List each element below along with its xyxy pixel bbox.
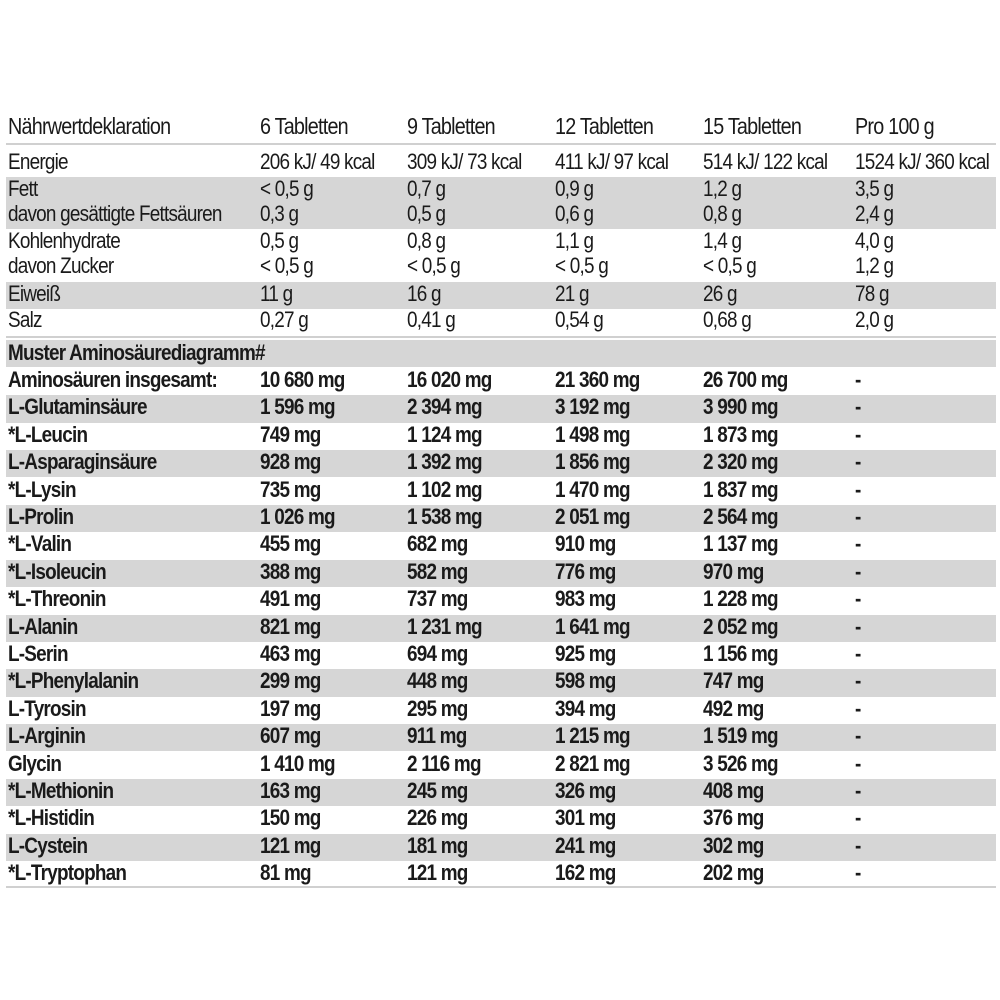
row-label: davon gesättigte Fettsäuren — [8, 201, 222, 226]
row-label: Salz — [8, 307, 42, 332]
row-value: 1 137 mg — [703, 531, 778, 557]
row-value: 0,7 g — [407, 176, 446, 201]
row-value: 0,9 g — [555, 176, 594, 201]
row-value: - — [855, 723, 861, 749]
row-label: *L-Valin — [8, 531, 72, 557]
row-value: 121 mg — [407, 860, 468, 886]
row-value: 983 mg — [555, 586, 616, 612]
row-label: L-Glutaminsäure — [8, 394, 147, 420]
row-value: 2,4 g — [855, 201, 894, 226]
row-label: L-Arginin — [8, 723, 86, 749]
row-value: 1 856 mg — [555, 449, 630, 475]
row-label: *L-Histidin — [8, 805, 95, 831]
row-value: 3 526 mg — [703, 750, 778, 776]
row-value: 1 641 mg — [555, 613, 630, 639]
row-label: L-Asparaginsäure — [8, 449, 157, 475]
row-value: 455 mg — [260, 531, 321, 557]
row-value: 821 mg — [260, 613, 321, 639]
row-value: 2 051 mg — [555, 504, 630, 529]
row-value: 2 394 mg — [407, 394, 482, 420]
row-value: 0,5 g — [407, 201, 446, 226]
row-divider — [6, 886, 996, 888]
row-value: 411 kJ/ 97 kcal — [555, 149, 669, 174]
row-value: 2 564 mg — [703, 504, 778, 529]
row-value: 1 156 mg — [703, 641, 778, 666]
row-value: - — [855, 449, 861, 475]
row-value: 682 mg — [407, 531, 468, 557]
row-value: - — [855, 750, 861, 776]
row-value: 911 mg — [407, 723, 467, 749]
row-label: Glycin — [8, 750, 62, 776]
row-value: - — [855, 367, 861, 392]
table-header — [6, 111, 996, 141]
row-label: *L-Lysin — [8, 476, 76, 502]
row-value: < 0,5 g — [260, 253, 313, 278]
row-value: 0,68 g — [703, 307, 751, 332]
row-value: 309 kJ/ 73 kcal — [407, 149, 522, 174]
row-value: - — [855, 695, 861, 721]
row-value: 388 mg — [260, 558, 321, 584]
row-value: 1 215 mg — [555, 723, 630, 749]
row-value: 0,8 g — [703, 201, 742, 226]
row-value: 376 mg — [703, 805, 764, 831]
row-value: 1 231 mg — [407, 613, 482, 639]
row-value: 749 mg — [260, 421, 321, 447]
amino-row — [6, 724, 996, 751]
nutrition-row — [6, 229, 996, 256]
row-value: 0,5 g — [260, 228, 299, 253]
amino-section-title — [6, 340, 996, 367]
header-cell: 12 Tabletten — [555, 113, 654, 139]
amino-row — [6, 806, 996, 833]
row-value: - — [855, 778, 861, 803]
amino-row — [6, 560, 996, 587]
row-value: 21 g — [555, 281, 589, 306]
row-value: 925 mg — [555, 641, 616, 666]
nutrition-row — [6, 254, 996, 281]
amino-row — [6, 450, 996, 477]
row-value: 226 mg — [407, 805, 468, 831]
row-value: 2 821 mg — [555, 750, 630, 776]
header-cell: 15 Tabletten — [703, 113, 802, 139]
row-value: 1 538 mg — [407, 504, 482, 529]
row-value: 408 mg — [703, 778, 764, 803]
row-value: - — [855, 805, 861, 831]
header-cell: Nährwertdeklaration — [8, 113, 171, 139]
row-value: 582 mg — [407, 558, 468, 584]
row-value: < 0,5 g — [555, 253, 608, 278]
row-value: 295 mg — [407, 695, 468, 721]
row-value: 299 mg — [260, 668, 321, 694]
row-value: 16 020 mg — [407, 367, 492, 392]
row-value: - — [855, 558, 861, 584]
amino-row — [6, 752, 996, 779]
row-value: 241 mg — [555, 832, 616, 858]
row-value: 735 mg — [260, 476, 321, 502]
row-value: 326 mg — [555, 778, 616, 803]
row-value: 3 990 mg — [703, 394, 778, 420]
row-value: 3 192 mg — [555, 394, 630, 420]
row-value: 463 mg — [260, 641, 321, 666]
row-value: 928 mg — [260, 449, 321, 475]
row-value: 21 360 mg — [555, 367, 640, 392]
nutrition-row — [6, 150, 996, 177]
row-value: 910 mg — [555, 531, 616, 557]
row-value: 163 mg — [260, 778, 321, 803]
amino-row — [6, 478, 996, 505]
row-value: 1 873 mg — [703, 421, 778, 447]
row-value: 0,54 g — [555, 307, 603, 332]
row-value: < 0,5 g — [703, 253, 756, 278]
row-value: 206 kJ/ 49 kcal — [260, 149, 375, 174]
row-value: 197 mg — [260, 695, 321, 721]
row-value: - — [855, 476, 861, 502]
row-value: 202 mg — [703, 860, 764, 886]
amino-row — [6, 587, 996, 614]
amino-row — [6, 532, 996, 559]
row-value: 1 124 mg — [407, 421, 482, 447]
amino-row — [6, 779, 996, 806]
row-value: 448 mg — [407, 668, 468, 694]
row-value: - — [855, 668, 861, 694]
row-value: - — [855, 504, 861, 529]
row-value: 747 mg — [703, 668, 764, 694]
amino-row — [6, 642, 996, 669]
amino-row — [6, 697, 996, 724]
row-value: 492 mg — [703, 695, 764, 721]
row-value: 302 mg — [703, 832, 764, 858]
row-value: - — [855, 860, 861, 886]
row-value: 11 g — [260, 281, 293, 306]
row-value: 78 g — [855, 281, 889, 306]
row-value: 737 mg — [407, 586, 468, 612]
row-value: 150 mg — [260, 805, 321, 831]
amino-row — [6, 669, 996, 696]
row-label: L-Cystein — [8, 832, 88, 858]
row-value: 776 mg — [555, 558, 616, 584]
row-value: 1 228 mg — [703, 586, 778, 612]
row-value: 0,8 g — [407, 228, 446, 253]
amino-row — [6, 423, 996, 450]
header-cell: 6 Tabletten — [260, 113, 348, 139]
row-value: 1,4 g — [703, 228, 742, 253]
row-value: - — [855, 586, 861, 612]
nutrition-row — [6, 282, 996, 309]
row-value: 162 mg — [555, 860, 616, 886]
row-value: 970 mg — [703, 558, 764, 584]
row-value: 2 052 mg — [703, 613, 778, 639]
amino-title-text: Muster Aminosäurediagramm# — [8, 340, 265, 365]
row-value: 121 mg — [260, 832, 321, 858]
row-value: - — [855, 641, 861, 666]
row-value: 514 kJ/ 122 kcal — [703, 149, 828, 174]
row-label: L-Alanin — [8, 613, 78, 639]
row-value: 2 116 mg — [407, 750, 481, 776]
row-label: Energie — [8, 149, 68, 174]
row-value: < 0,5 g — [407, 253, 460, 278]
row-label: *L-Leucin — [8, 421, 88, 447]
row-value: 1 410 mg — [260, 750, 335, 776]
row-value: < 0,5 g — [260, 176, 313, 201]
amino-row — [6, 615, 996, 642]
row-divider — [6, 336, 996, 338]
row-label: *L-Isoleucin — [8, 558, 106, 584]
row-value: 1,2 g — [703, 176, 742, 201]
header-cell: Pro 100 g — [855, 113, 934, 139]
row-value: 0,41 g — [407, 307, 455, 332]
row-label: Eiweiß — [8, 281, 61, 306]
row-divider — [6, 143, 996, 145]
row-value: 181 mg — [407, 832, 468, 858]
amino-row — [6, 368, 996, 395]
row-label: Fett — [8, 176, 38, 201]
row-value: - — [855, 421, 861, 447]
row-value: 1 519 mg — [703, 723, 778, 749]
row-value: 26 700 mg — [703, 367, 788, 392]
amino-row — [6, 395, 996, 422]
row-value: - — [855, 832, 861, 858]
row-value: 607 mg — [260, 723, 321, 749]
row-value: 4,0 g — [855, 228, 894, 253]
row-value: 1 498 mg — [555, 421, 630, 447]
nutrition-row — [6, 308, 996, 335]
row-value: 10 680 mg — [260, 367, 345, 392]
row-value: 1 392 mg — [407, 449, 482, 475]
header-cell: 9 Tabletten — [407, 113, 495, 139]
row-value: 394 mg — [555, 695, 616, 721]
row-value: 0,27 g — [260, 307, 308, 332]
row-value: 491 mg — [260, 586, 321, 612]
row-value: 1,2 g — [855, 253, 894, 278]
row-value: 1,1 g — [555, 228, 594, 253]
row-value: 694 mg — [407, 641, 468, 666]
row-label: *L-Phenylalanin — [8, 668, 139, 694]
row-value: 245 mg — [407, 778, 468, 803]
row-value: - — [855, 531, 861, 557]
row-label: davon Zucker — [8, 253, 114, 278]
row-value: 2 320 mg — [703, 449, 778, 475]
amino-row — [6, 834, 996, 861]
row-value: 1 470 mg — [555, 476, 630, 502]
row-value: - — [855, 394, 861, 420]
row-label: L-Serin — [8, 641, 68, 666]
row-label: *L-Methionin — [8, 778, 114, 803]
row-label: Aminosäuren insgesamt: — [8, 367, 218, 392]
amino-row — [6, 505, 996, 532]
row-value: 26 g — [703, 281, 737, 306]
row-value: 1 102 mg — [407, 476, 482, 502]
row-label: L-Tyrosin — [8, 695, 86, 721]
row-value: 81 mg — [260, 860, 311, 886]
row-value: 301 mg — [555, 805, 616, 831]
row-value: 1 026 mg — [260, 504, 335, 529]
amino-row — [6, 861, 996, 888]
row-value: 1 837 mg — [703, 476, 778, 502]
nutrition-row — [6, 202, 996, 229]
row-value: 3,5 g — [855, 176, 894, 201]
row-label: *L-Threonin — [8, 586, 106, 612]
row-value: 16 g — [407, 281, 441, 306]
row-value: 598 mg — [555, 668, 616, 694]
row-label: *L-Tryptophan — [8, 860, 127, 886]
row-label: L-Prolin — [8, 504, 74, 529]
row-value: 1 596 mg — [260, 394, 335, 420]
row-value: 2,0 g — [855, 307, 894, 332]
row-value: 0,6 g — [555, 201, 594, 226]
row-value: 1524 kJ/ 360 kcal — [855, 149, 990, 174]
row-label: Kohlenhydrate — [8, 228, 120, 253]
row-value: - — [855, 613, 861, 639]
row-value: 0,3 g — [260, 201, 299, 226]
